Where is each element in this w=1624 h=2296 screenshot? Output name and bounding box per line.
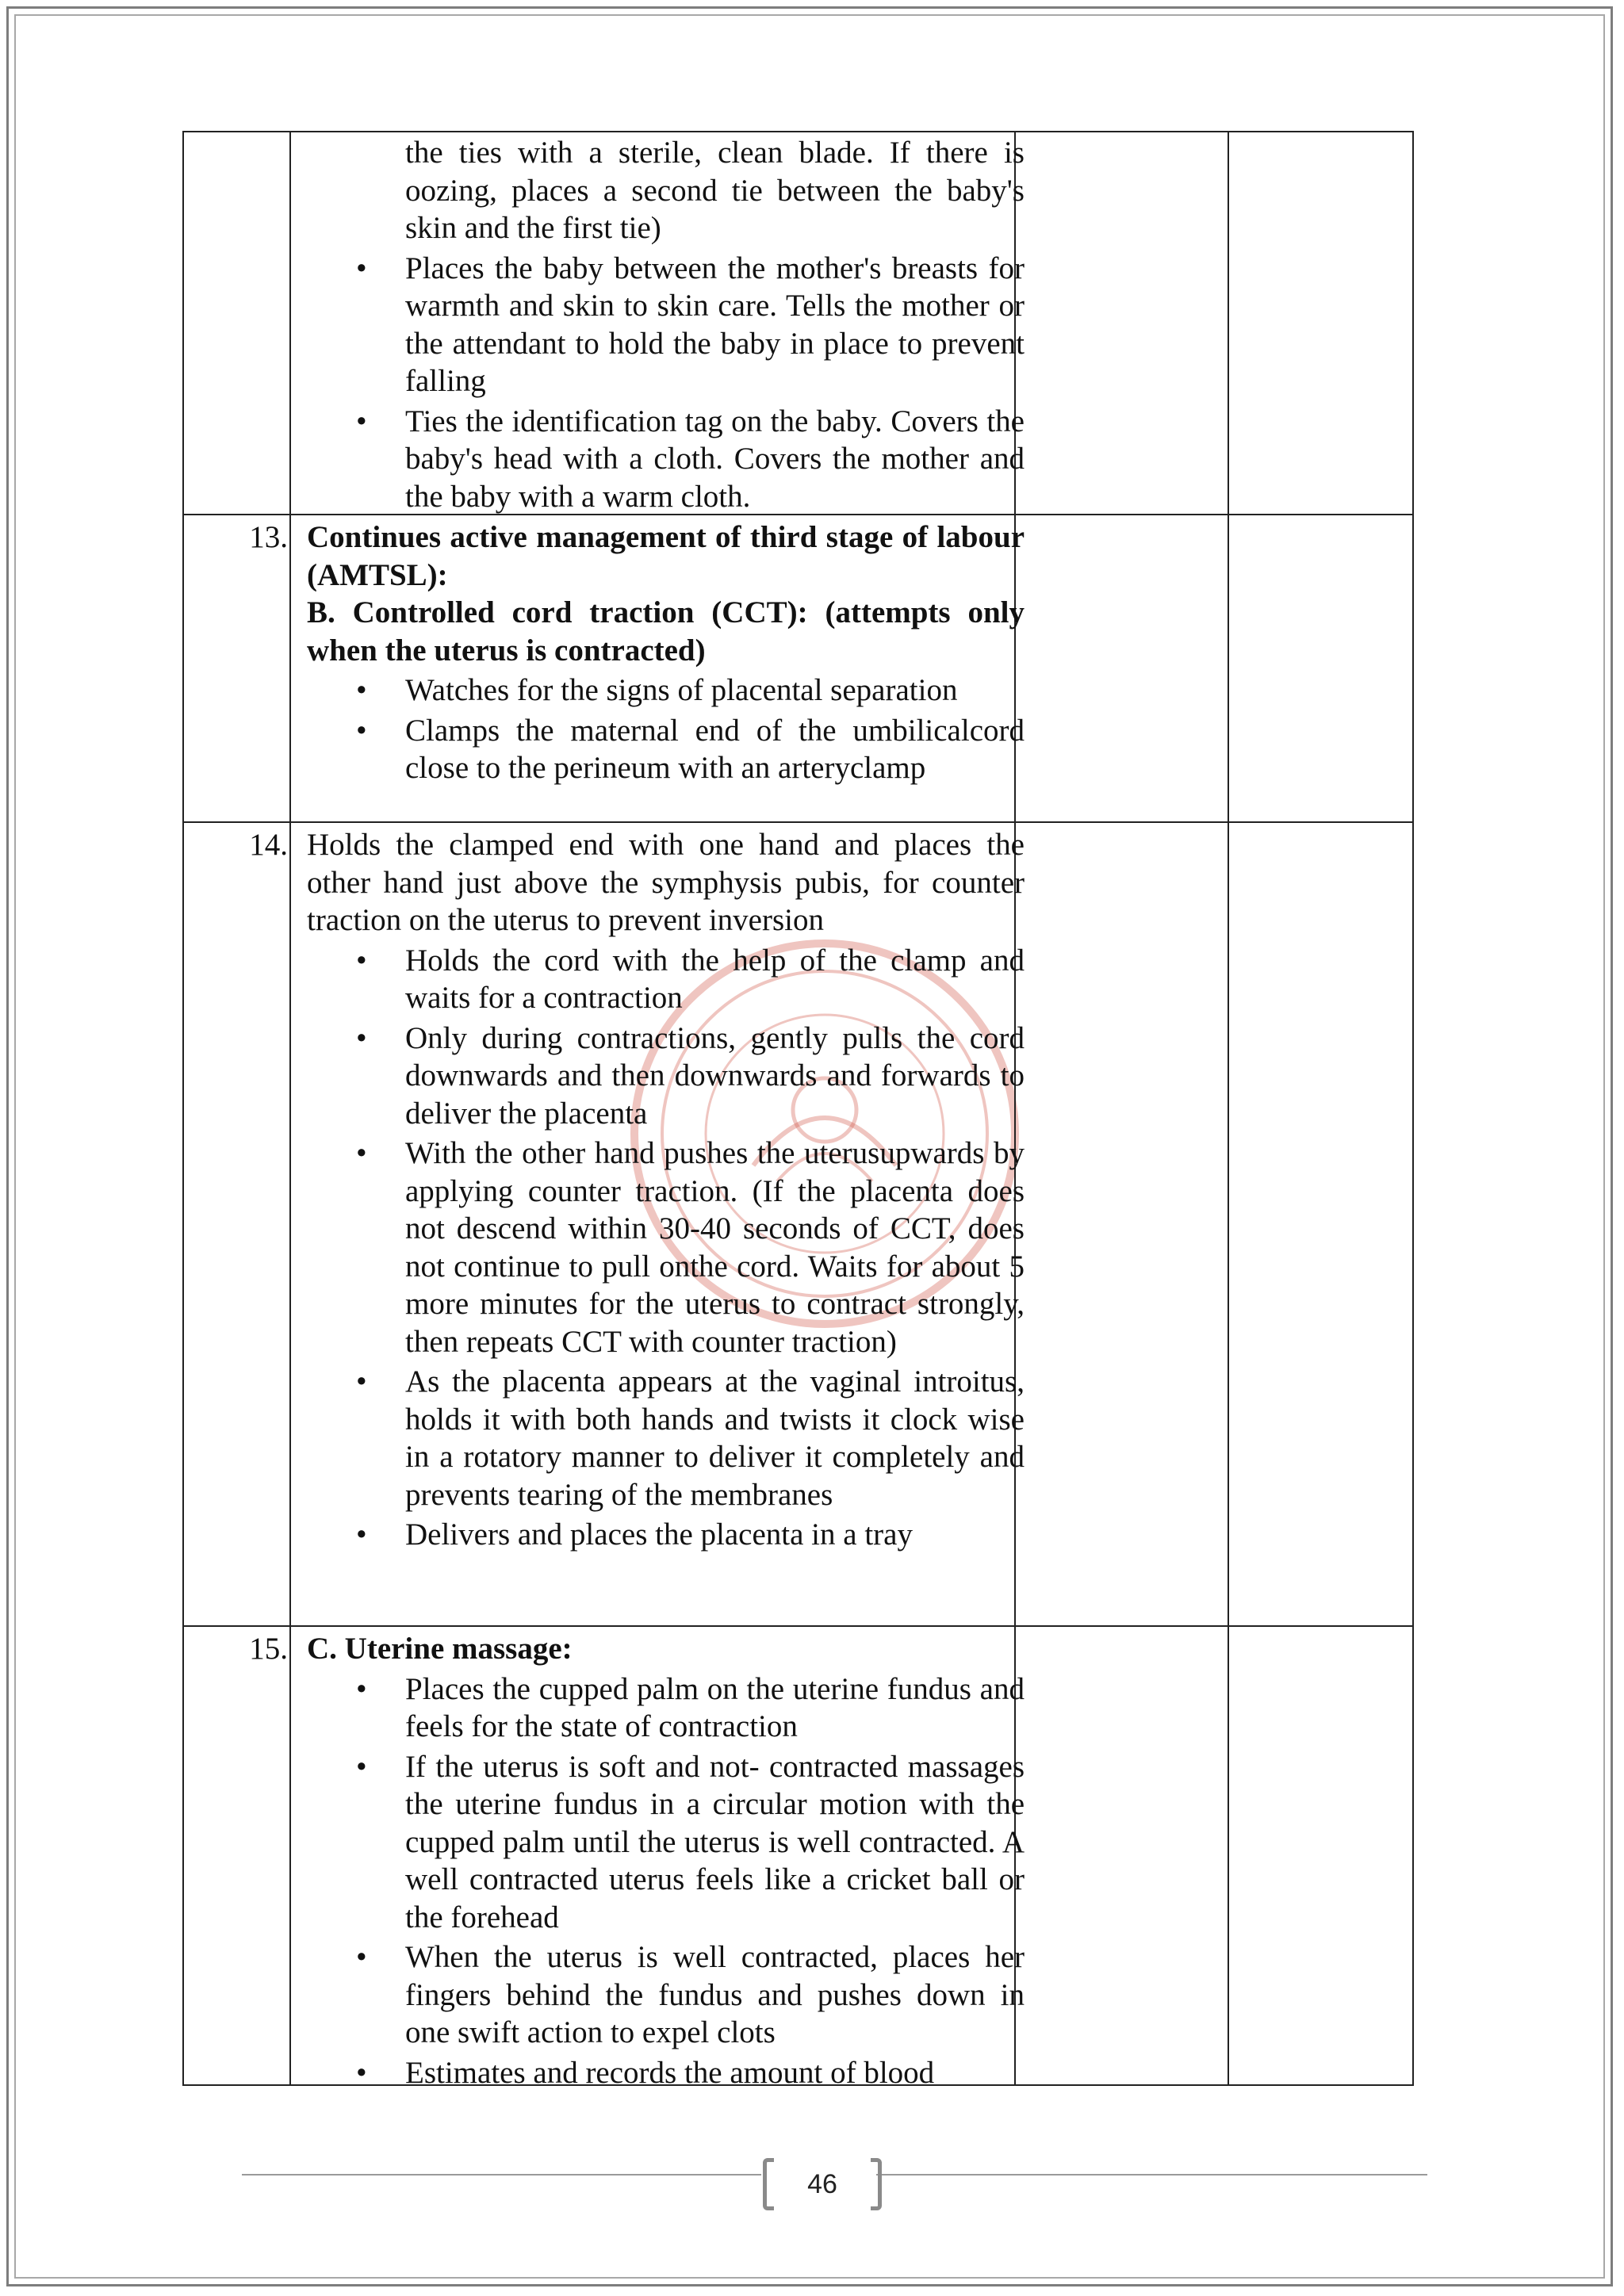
continuation-text: the ties with a sterile, clean blade. If there is oozing, places a second tie between the baby's skin and the first tie) bbox=[405, 136, 1025, 245]
step-content bbox=[307, 826, 1025, 1556]
step-heading: Continues active management of third stage of labour (AMTSL): bbox=[307, 520, 1025, 592]
step-intro: Holds the clamped end with one hand and places the other hand just above the symphysis pubis, for counter traction on the uterus to prevent inversion bbox=[307, 828, 1025, 937]
step-number: 14. bbox=[249, 828, 288, 862]
page-number-bracket-left bbox=[763, 2158, 774, 2210]
bullet-list bbox=[307, 672, 1025, 787]
list-item: • Places the cupped palm on the uterine fundus and feels for the state of contraction bbox=[307, 1670, 1025, 1746]
list-item: • As the placenta appears at the vaginal introitus, holds it with both hands and twists it clock wise in a rotatory manner to deliver it completely and prevents tearing of the membranes bbox=[307, 1363, 1025, 1513]
step-content bbox=[307, 519, 1025, 790]
bullet-list bbox=[307, 1670, 1025, 2092]
row-divider-3 bbox=[184, 1625, 1412, 1627]
step-content bbox=[307, 134, 1025, 518]
bullet-list bbox=[307, 942, 1025, 1554]
list-item: • Watches for the signs of placental separation bbox=[307, 672, 1025, 710]
list-item: • Clamps the maternal end of the umbilicalcord close to the perineum with an arteryclamp bbox=[307, 712, 1025, 787]
column-divider-3 bbox=[1228, 132, 1229, 2084]
column-divider-1 bbox=[289, 132, 291, 2084]
list-item: • Holds the cord with the help of the clamp and waits for a contraction bbox=[307, 942, 1025, 1017]
list-item: • Estimates and records the amount of blood bbox=[307, 2054, 1025, 2092]
page-number-bracket-right bbox=[871, 2158, 882, 2210]
list-item: • Only during contractions, gently pulls the cord downwards and then downwards and forwards to deliver the placenta bbox=[307, 1020, 1025, 1133]
step-number: 13. bbox=[249, 520, 288, 554]
page-number: 46 bbox=[807, 2169, 837, 2199]
list-item: • Ties the identification tag on the baby. Covers the baby's head with a cloth. Covers the mother and the baby with a warm cloth. bbox=[307, 403, 1025, 516]
list-item: • With the other hand pushes the uterusupwards by applying counter traction. (If the placenta does not descend within 30-40 seconds of CCT, does not continue to pull onthe cord. Waits for about 5 more minutes for the uterus to contract strongly, then repeats CCT with counter traction) bbox=[307, 1135, 1025, 1360]
footer-rule-left bbox=[242, 2174, 761, 2175]
list-item: • Places the baby between the mother's breasts for warmth and skin to skin care. Tells the mother or the attendant to hold the baby in place to prevent falling bbox=[307, 250, 1025, 400]
step-subheading: B. Controlled cord traction (CCT): (attempts only when the uterus is contracted) bbox=[307, 595, 1025, 668]
row-divider-2 bbox=[184, 821, 1412, 823]
step-number: 15. bbox=[249, 1632, 288, 1666]
list-item: • Delivers and places the placenta in a tray bbox=[307, 1516, 1025, 1554]
procedure-checklist-table bbox=[182, 131, 1414, 2090]
bullet-list bbox=[307, 250, 1025, 516]
list-item: • When the uterus is well contracted, places her fingers behind the fundus and pushes down in one swift action to expel clots bbox=[307, 1938, 1025, 2052]
footer-rule-right bbox=[876, 2174, 1427, 2175]
step-content bbox=[307, 1630, 1025, 2094]
step-heading: C. Uterine massage: bbox=[307, 1632, 573, 1666]
list-item: • If the uterus is soft and not- contracted massages the uterine fundus in a circular motion with the cupped palm until the uterus is well contracted. A well contracted uterus feels like a cricket ball or the forehead bbox=[307, 1748, 1025, 1937]
